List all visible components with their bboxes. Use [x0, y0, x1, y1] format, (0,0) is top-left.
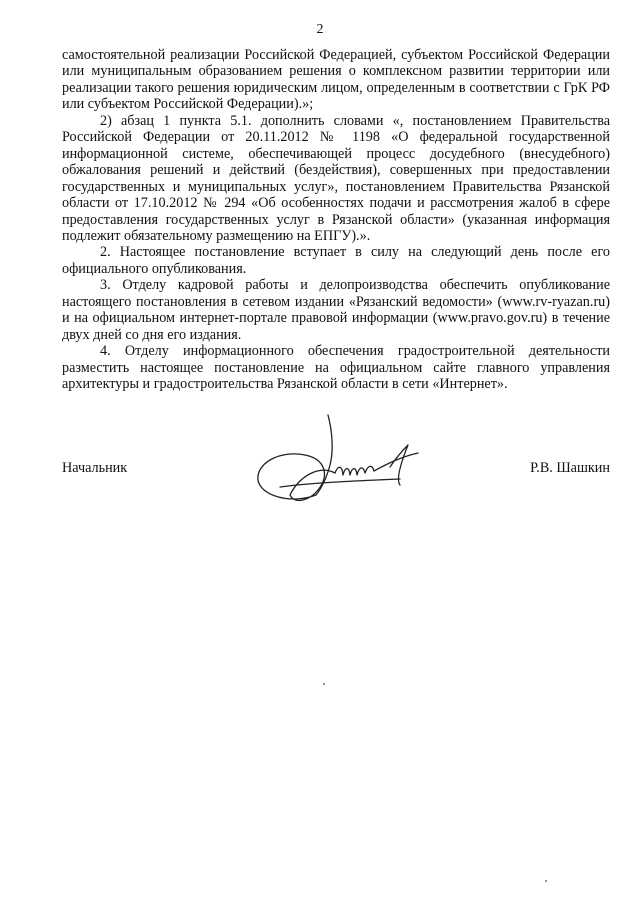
paragraph-item-3: 3. Отделу кадровой работы и делопроизводства обеспечить опубликование настоящего постановления в сетевом издании «Рязанский ведомости» (www.rv-ryazan.ru) и на официальном интернет-портале правовой информации (www.pravo.gov.ru) в течение двух дней со дня его издания.	[62, 277, 610, 343]
signature-block	[62, 460, 610, 480]
scan-speck	[545, 880, 547, 882]
scan-speck	[323, 683, 325, 685]
paragraph-continuation: самостоятельной реализации Российской Федерацией, субъектом Российской Федерации или муниципальным образованием решения о комплексном развитии территории или реализации такого решения юридическим лицом, определенным в соответствии с ГрК РФ или субъектом Российской Федерации).»;	[62, 47, 610, 113]
paragraph-item-4: 4. Отделу информационного обеспечения градостроительной деятельности разместить настоящее постановление на официальном сайте главного управления архитектуры и градостроительства Рязанской области в сети «Интернет».	[62, 343, 610, 393]
paragraph-amendment-2: 2) абзац 1 пункта 5.1. дополнить словами «, постановлением Правительства Российской Федерации от 20.11.2012 № 1198 «О федеральной государственной информационной системе, обеспечивающей процесс досудебного (внесудебного) обжалования решений и действий (бездействия), совершенных при предоставлении государственных и муниципальных услуг», постановлением Правительства Рязанской области от 17.10.2012 № 294 «Об особенностях подачи и рассмотрения жалоб в сфере предоставления государственных услуг в Рязанской области» (указанная информация подлежит обязательному размещению на ЕПГУ).».	[62, 112, 610, 244]
paragraph-item-2: 2. Настоящее постановление вступает в силу на следующий день после его официального опубликования.	[62, 244, 610, 277]
document-body	[62, 47, 610, 393]
signatory-name: Р.В. Шашкин	[530, 460, 610, 476]
signatory-title: Начальник	[62, 460, 128, 476]
page-number: 2	[316, 22, 324, 37]
